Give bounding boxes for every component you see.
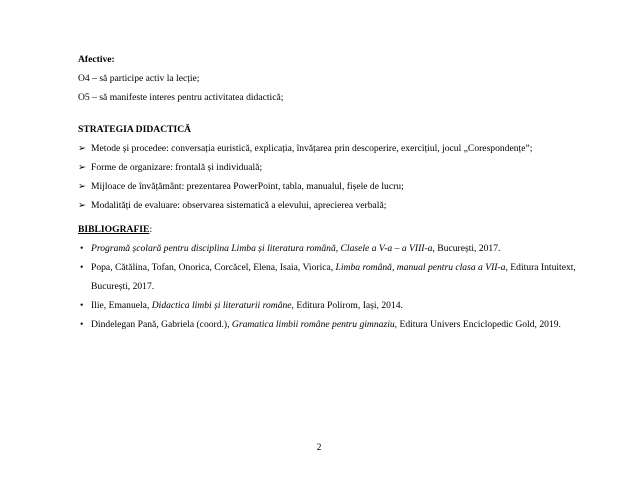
afective-heading: Afective: — [78, 54, 115, 65]
bibliografie-item-title: Gramatica limbii române pentru gimnaziu — [231, 319, 395, 330]
bibliografie-item-rest: , București, 2017. — [432, 243, 501, 254]
bibliografie-item-text — [91, 300, 403, 312]
bibliografie-item-continuation: București, 2017. — [91, 281, 155, 292]
strategia-heading: STRATEGIA DIDACTICĂ — [78, 124, 192, 135]
objective-o4: O4 – să participe activ la lecție; — [78, 73, 200, 84]
strategia-item-text: Mijloace de învățământ: prezentarea PowerPoint, tabla, manualul, fișele de lucru; — [91, 181, 404, 192]
bibliografie-item-rest: , Editura Intuitext, — [505, 262, 576, 273]
strategia-item-text: Metode și procedee: conversația euristică, explicația, învățarea prin descoperire, exercițiul, jocul „Corespondențe”; — [91, 143, 533, 154]
strategia-item-text: Modalități de evaluare: observarea sistematică a elevului, aprecierea verbală; — [91, 200, 387, 211]
arrow-bullet-icon: ➢ — [78, 162, 87, 173]
bibliografie-item-authors: Ilie, Emanuela, — [91, 300, 152, 311]
bibliografie-item-text — [91, 319, 561, 331]
objective-o5: O5 – să manifeste interes pentru activitatea didactică; — [78, 92, 284, 103]
page-number: 2 — [316, 442, 322, 453]
bibliografie-item-title: Limba română, manual pentru clasa a VII-a — [335, 262, 506, 273]
dot-bullet-icon: • — [80, 262, 84, 273]
bibliografie-item-authors: Popa, Cătălina, Tofan, Onorica, Corcăcel, Elena, Isaia, Viorica, — [91, 262, 336, 273]
bibliografie-colon: : — [149, 224, 153, 235]
bibliografie-item-text — [91, 243, 500, 255]
arrow-bullet-icon: ➢ — [78, 181, 87, 192]
bibliografie-item-authors: Dindelegan Pană, Gabriela (coord.), — [91, 319, 232, 330]
arrow-bullet-icon: ➢ — [78, 143, 87, 154]
dot-bullet-icon: • — [80, 243, 84, 254]
bibliografie-item-title: Programă școlară pentru disciplina Limba și literatura română, Clasele a V-a – a VIII-a — [91, 243, 433, 254]
strategia-item-text: Forme de organizare: frontală și individuală; — [91, 162, 263, 173]
bibliografie-item-title: Didactica limbi și literaturii române — [151, 300, 292, 311]
bibliografie-item-rest: , Editura Univers Enciclopedic Gold, 2019. — [394, 319, 561, 330]
dot-bullet-icon: • — [80, 300, 84, 311]
bibliografie-heading-row — [78, 224, 152, 236]
bibliografie-heading: BIBLIOGRAFIE — [78, 224, 150, 235]
bibliografie-item-rest: , Editura Polirom, Iași, 2014. — [291, 300, 403, 311]
bibliografie-item-text — [91, 262, 576, 274]
arrow-bullet-icon: ➢ — [78, 200, 87, 211]
dot-bullet-icon: • — [80, 319, 84, 330]
